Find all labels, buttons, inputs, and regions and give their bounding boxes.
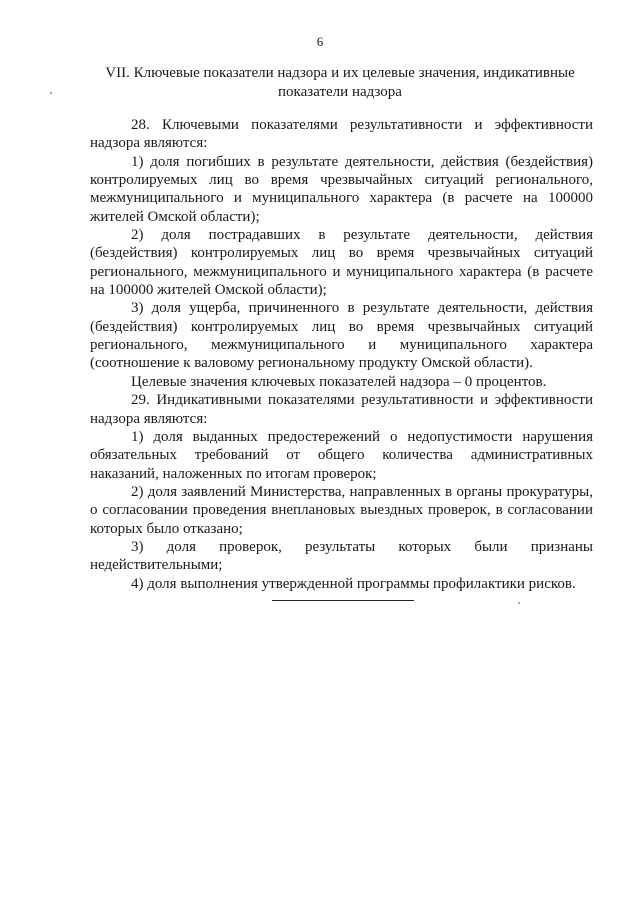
paragraph-28-item-3: 3) доля ущерба, причиненного в результате деятельности, действия (бездействия) контролируемых лиц во время чрезвычайных ситуаций регионального, межмуниципального и муниципального характера (соотношение к валовому региональному продукту Омской области).	[90, 300, 593, 372]
paragraph-29-item-3: 3) доля проверок, результаты которых были признаны недействительными;	[90, 538, 593, 574]
scan-speck	[518, 602, 520, 604]
section-heading: VII. Ключевые показатели надзора и их целевые значения, индикативные показатели надзора	[105, 65, 575, 100]
paragraph-29-item-2: 2) доля заявлений Министерства, направленных в органы прокуратуры, о согласовании проведения внеплановых выездных проверок, в согласовании которых было отказано;	[90, 483, 593, 537]
document-body	[90, 116, 593, 593]
paragraph-target-values: Целевые значения ключевых показателей надзора – 0 процентов.	[131, 373, 547, 390]
page-number: 6	[316, 34, 324, 49]
paragraph-29-item-1: 1) доля выданных предостережений о недопустимости нарушения обязательных требований от общего количества административных наказаний, наложенных по итогам проверок;	[90, 428, 593, 482]
paragraph-28-item-2: 2) доля пострадавших в результате деятельности, действия (бездействия) контролируемых лиц во время чрезвычайных ситуаций регионального, межмуниципального и муниципального характера (в расчете на 100000 жителей Омской области);	[90, 227, 593, 299]
closing-rule	[272, 600, 414, 601]
scan-speck	[50, 92, 52, 94]
paragraph-28-item-1: 1) доля погибших в результате деятельности, действия (бездействия) контролируемых лиц во время чрезвычайных ситуаций регионального, межмуниципального и муниципального характера (в расчете на 100000 жителей Омской области);	[90, 153, 593, 225]
paragraph-28-intro: 28. Ключевыми показателями результативности и эффективности надзора являются:	[90, 117, 593, 152]
paragraph-29-item-4: 4) доля выполнения утвержденной программы профилактики рисков.	[131, 575, 576, 592]
paragraph-29-intro: 29. Индикативными показателями результативности и эффективности надзора являются:	[90, 392, 593, 427]
